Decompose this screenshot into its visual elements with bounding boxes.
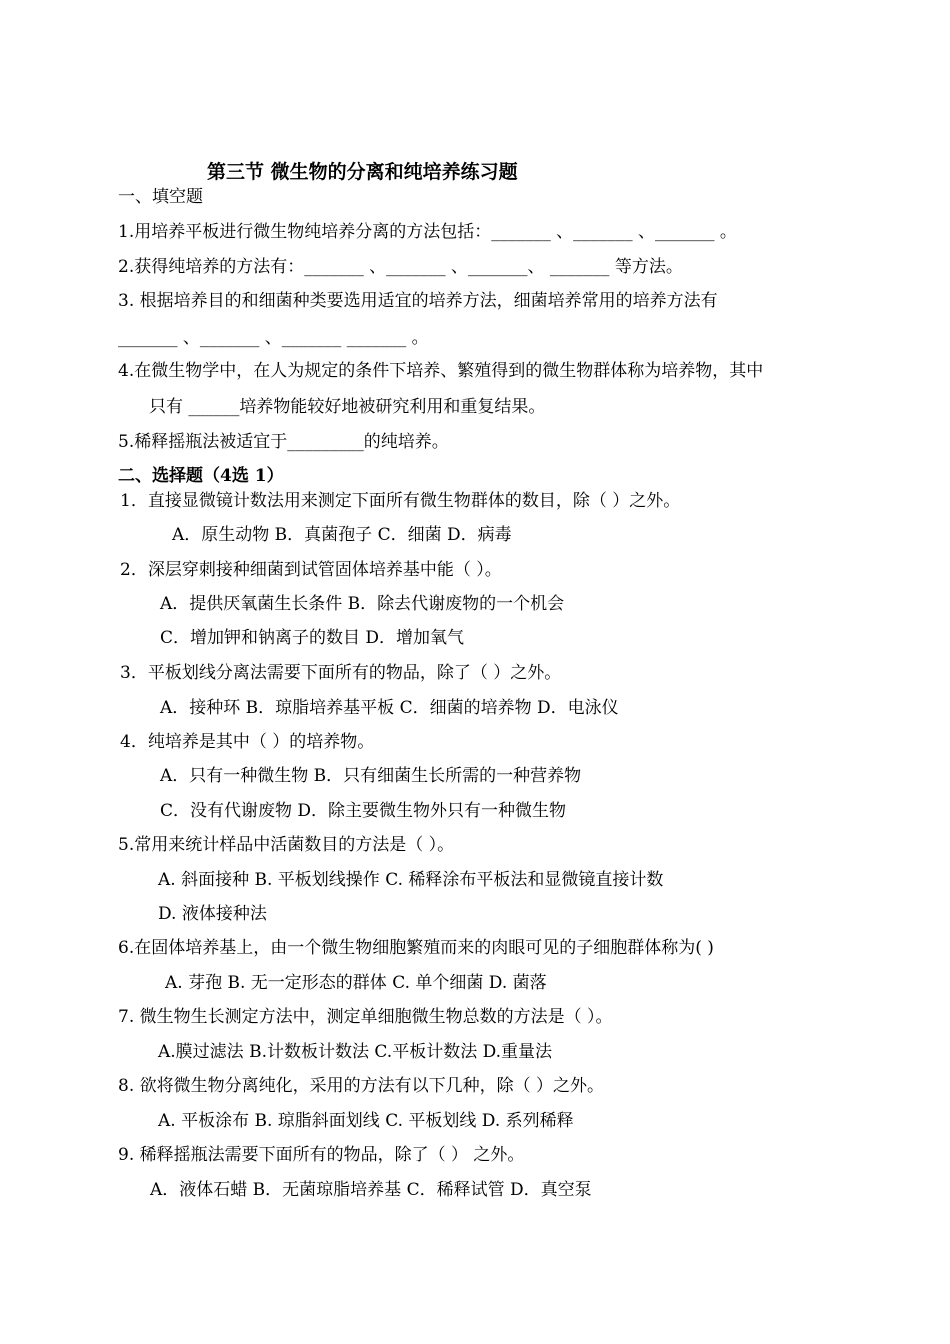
choice-question-2-options-cd: C．增加钾和钠离子的数目 D．增加氧气 — [160, 628, 465, 648]
choice-question-9: 9. 稀释摇瓶法需要下面所有的物品，除了（ ） 之外。 — [118, 1145, 525, 1165]
choice-question-3: 3．平板划线分离法需要下面所有的物品，除了（ ）之外。 — [120, 663, 562, 683]
choice-question-2-options-ab: A．提供厌氧菌生长条件 B．除去代谢废物的一个机会 — [160, 594, 565, 614]
choice-question-9-options: A．液体石蜡 B．无菌琼脂培养基 C．稀释试管 D．真空泵 — [150, 1180, 592, 1200]
choice-question-1-options: A．原生动物 B．真菌孢子 C．细菌 D．病毒 — [172, 525, 512, 545]
fill-question-3: 3. 根据培养目的和细菌种类要选用适宜的培养方法，细菌培养常用的培养方法有 — [118, 291, 718, 311]
choice-question-2: 2．深层穿刺接种细菌到试管固体培养基中能（ ）。 — [120, 560, 502, 580]
fill-question-1: 1.用培养平板进行微生物纯培养分离的方法包括：_______ 、_______ 、_______ 。 — [118, 222, 737, 242]
choice-question-7: 7. 微生物生长测定方法中，测定单细胞微生物总数的方法是（ ）。 — [118, 1007, 613, 1027]
choice-question-5: 5.常用来统计样品中活菌数目的方法是（ ）。 — [118, 835, 455, 855]
choice-question-6: 6.在固体培养基上，由一个微生物细胞繁殖而来的肉眼可见的子细胞群体称为( ) — [118, 938, 714, 958]
page-title: 第三节 微生物的分离和纯培养练习题 — [207, 161, 518, 183]
choice-question-8-options: A. 平板涂布 B. 琼脂斜面划线 C. 平板划线 D. 系列稀释 — [158, 1111, 574, 1131]
fill-question-4-cont: 只有 ______培养物能较好地被研究利用和重复结果。 — [149, 397, 546, 417]
section-heading-multiple-choice: 二、选择题（4选 1） — [118, 466, 284, 486]
choice-question-4-options-cd: C．没有代谢废物 D．除主要微生物外只有一种微生物 — [160, 801, 567, 821]
choice-question-5-options-abc: A. 斜面接种 B. 平板划线操作 C. 稀释涂布平板法和显微镜直接计数 — [158, 870, 664, 890]
choice-question-6-options: A. 芽孢 B. 无一定形态的群体 C. 单个细菌 D. 菌落 — [165, 973, 547, 993]
section-heading-fill-blank: 一、填空题 — [118, 187, 203, 207]
choice-question-1: 1．直接显微镜计数法用来测定下面所有微生物群体的数目，除（ ）之外。 — [120, 491, 681, 511]
fill-question-4: 4.在微生物学中，在人为规定的条件下培养、繁殖得到的微生物群体称为培养物，其中 — [118, 361, 764, 381]
fill-question-3-blanks: _______ 、_______ 、_______ _______ 。 — [118, 328, 429, 348]
choice-question-8: 8. 欲将微生物分离纯化，采用的方法有以下几种，除（ ）之外。 — [118, 1076, 605, 1096]
choice-question-5-options-d: D. 液体接种法 — [158, 904, 267, 924]
choice-question-7-options: A.膜过滤法 B.计数板计数法 C.平板计数法 D.重量法 — [158, 1042, 553, 1062]
choice-question-4: 4．纯培养是其中（ ）的培养物。 — [120, 732, 375, 752]
fill-question-2: 2.获得纯培养的方法有：_______ 、_______ 、_______、 _______ 等方法。 — [118, 257, 683, 277]
choice-question-3-options: A．接种环 B．琼脂培养基平板 C．细菌的培养物 D．电泳仪 — [160, 698, 619, 718]
choice-question-4-options-ab: A．只有一种微生物 B．只有细菌生长所需的一种营养物 — [160, 766, 582, 786]
fill-question-5: 5.稀释摇瓶法被适宜于_________的纯培养。 — [118, 432, 449, 452]
